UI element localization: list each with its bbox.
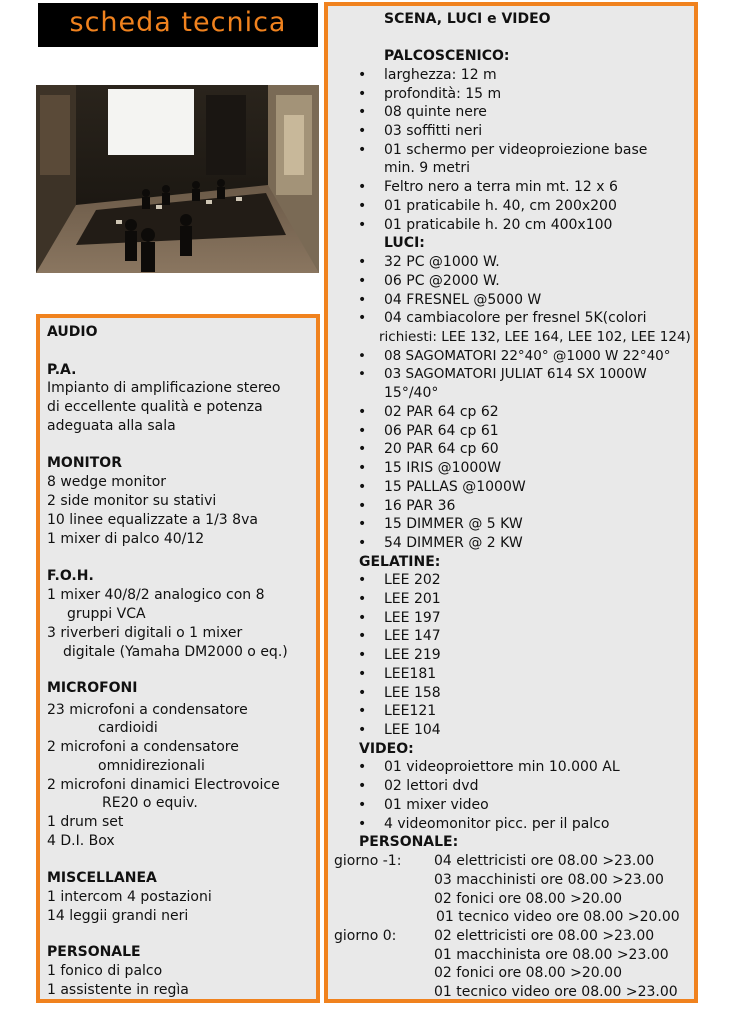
microfoni-line: 2 microfoni a condensatore bbox=[47, 739, 239, 755]
day1-line: 01 tecnico video ore 08.00 >20.00 bbox=[436, 909, 680, 925]
monitor-line: 1 mixer di palco 40/12 bbox=[47, 531, 205, 547]
gelatine-heading: GELATINE: bbox=[359, 554, 441, 570]
scena-panel bbox=[324, 2, 698, 1003]
luci-item: • 06 PAR 64 cp 61 bbox=[384, 422, 499, 440]
palco-item: • profondità: 15 m bbox=[384, 85, 501, 103]
luci-item: • 15 DIMMER @ 5 KW bbox=[384, 515, 523, 533]
foh-line: gruppi VCA bbox=[67, 606, 146, 622]
microfoni-line: omnidirezionali bbox=[98, 758, 205, 774]
monitor-line: 8 wedge monitor bbox=[47, 474, 167, 490]
luci-item: • 06 PC @2000 W. bbox=[384, 272, 500, 290]
title-bar bbox=[38, 3, 318, 47]
luci-item-cont: richiesti: LEE 132, LEE 164, LEE 102, LEE 124) bbox=[379, 329, 691, 345]
gelatine-item: • LEE 158 bbox=[384, 684, 441, 702]
palco-item: • larghezza: 12 m bbox=[384, 66, 497, 84]
misc-line: 14 leggii grandi neri bbox=[47, 908, 189, 924]
foh-line: digitale (Yamaha DM2000 o eq.) bbox=[63, 644, 288, 660]
personale-line: 1 assistente in regìa bbox=[47, 982, 189, 998]
foh-heading: F.O.H. bbox=[47, 568, 94, 584]
video-heading: VIDEO: bbox=[359, 741, 414, 757]
personale-line: 1 fonico di palco bbox=[47, 963, 163, 979]
misc-line: 1 intercom 4 postazioni bbox=[47, 889, 212, 905]
monitor-heading: MONITOR bbox=[47, 455, 122, 471]
luci-item: • 15 IRIS @1000W bbox=[384, 459, 501, 477]
misc-heading: MISCELLANEA bbox=[47, 870, 157, 886]
luci-item: • 16 PAR 36 bbox=[384, 497, 455, 515]
staff-heading: PERSONALE: bbox=[359, 834, 459, 850]
day0-label: giorno 0: bbox=[334, 928, 397, 944]
pa-line: adeguata alla sala bbox=[47, 418, 176, 434]
luci-item: • 02 PAR 64 cp 62 bbox=[384, 403, 499, 421]
monitor-line: 2 side monitor su stativi bbox=[47, 493, 217, 509]
palco-item: • 08 quinte nere bbox=[384, 103, 487, 121]
microfoni-line: 23 microfoni a condensatore bbox=[47, 702, 248, 718]
day0-line: 02 fonici ore 08.00 >20.00 bbox=[434, 965, 622, 981]
pa-heading: P.A. bbox=[47, 362, 77, 378]
luci-item: • 15 PALLAS @1000W bbox=[384, 478, 526, 496]
microfoni-line: 1 drum set bbox=[47, 814, 124, 830]
audio-panel bbox=[36, 314, 320, 1003]
day1-line: 04 elettricisti ore 08.00 >23.00 bbox=[434, 853, 655, 869]
gelatine-item: • LEE 104 bbox=[384, 721, 441, 739]
day1-line: 02 fonici ore 08.00 >20.00 bbox=[434, 891, 622, 907]
stage-photo bbox=[36, 85, 319, 273]
day1-line: 03 macchinisti ore 08.00 >23.00 bbox=[434, 872, 664, 888]
microfoni-line: 2 microfoni dinamici Electrovoice bbox=[47, 777, 280, 793]
palco-item: • 01 praticabile h. 20 cm 400x100 bbox=[384, 216, 612, 234]
palco-item: • 03 soffitti neri bbox=[384, 122, 482, 140]
palco-item: • 01 praticabile h. 40, cm 200x200 bbox=[384, 197, 617, 215]
page-title: scheda tecnica bbox=[69, 7, 287, 38]
microfoni-line: cardioidi bbox=[98, 720, 158, 736]
gelatine-item: • LEE 202 bbox=[384, 571, 441, 589]
video-item: • 4 videomonitor picc. per il palco bbox=[384, 815, 609, 833]
microfoni-heading: MICROFONI bbox=[47, 680, 138, 696]
luci-item: • 03 SAGOMATORI JULIAT 614 SX 1000W bbox=[384, 365, 647, 383]
gelatine-item: • LEE 201 bbox=[384, 590, 441, 608]
luci-item: • 04 FRESNEL @5000 W bbox=[384, 291, 541, 309]
palco-heading: PALCOSCENICO: bbox=[384, 48, 510, 64]
day0-line: 02 elettricisti ore 08.00 >23.00 bbox=[434, 928, 655, 944]
microfoni-line: RE20 o equiv. bbox=[102, 795, 198, 811]
luci-item: • 04 cambiacolore per fresnel 5K(colori bbox=[384, 309, 647, 327]
foh-line: 3 riverberi digitali o 1 mixer bbox=[47, 625, 243, 641]
video-item: • 02 lettori dvd bbox=[384, 777, 478, 795]
video-item: • 01 mixer video bbox=[384, 796, 489, 814]
palco-item-cont: min. 9 metri bbox=[384, 160, 471, 176]
day1-label: giorno -1: bbox=[334, 853, 402, 869]
audio-heading: AUDIO bbox=[47, 324, 98, 340]
pa-line: di eccellente qualità e potenza bbox=[47, 399, 263, 415]
luci-item-cont: 15°/40° bbox=[384, 385, 439, 401]
personale-heading: PERSONALE bbox=[47, 944, 141, 960]
pa-line: Impianto di amplificazione stereo bbox=[47, 380, 281, 396]
scena-heading: SCENA, LUCI e VIDEO bbox=[384, 11, 551, 27]
gelatine-item: • LEE181 bbox=[384, 665, 436, 683]
palco-item: • Feltro nero a terra min mt. 12 x 6 bbox=[384, 178, 618, 196]
luci-item: • 32 PC @1000 W. bbox=[384, 253, 500, 271]
stage-photo-illustration bbox=[36, 85, 319, 273]
luci-heading: LUCI: bbox=[384, 235, 425, 251]
luci-item: • 20 PAR 64 cp 60 bbox=[384, 440, 499, 458]
luci-item: • 54 DIMMER @ 2 KW bbox=[384, 534, 523, 552]
luci-item: • 08 SAGOMATORI 22°40° @1000 W 22°40° bbox=[384, 347, 671, 365]
microfoni-line: 4 D.I. Box bbox=[47, 833, 115, 849]
monitor-line: 10 linee equalizzate a 1/3 8va bbox=[47, 512, 258, 528]
video-item: • 01 videoproiettore min 10.000 AL bbox=[384, 758, 620, 776]
gelatine-item: • LEE121 bbox=[384, 702, 436, 720]
gelatine-item: • LEE 219 bbox=[384, 646, 441, 664]
foh-line: 1 mixer 40/8/2 analogico con 8 bbox=[47, 587, 265, 603]
day0-line: 01 tecnico video ore 08.00 >23.00 bbox=[434, 984, 678, 1000]
day0-line: 01 macchinista ore 08.00 >23.00 bbox=[434, 947, 669, 963]
gelatine-item: • LEE 147 bbox=[384, 627, 441, 645]
palco-item: • 01 schermo per videoproiezione base bbox=[384, 141, 647, 159]
gelatine-item: • LEE 197 bbox=[384, 609, 441, 627]
